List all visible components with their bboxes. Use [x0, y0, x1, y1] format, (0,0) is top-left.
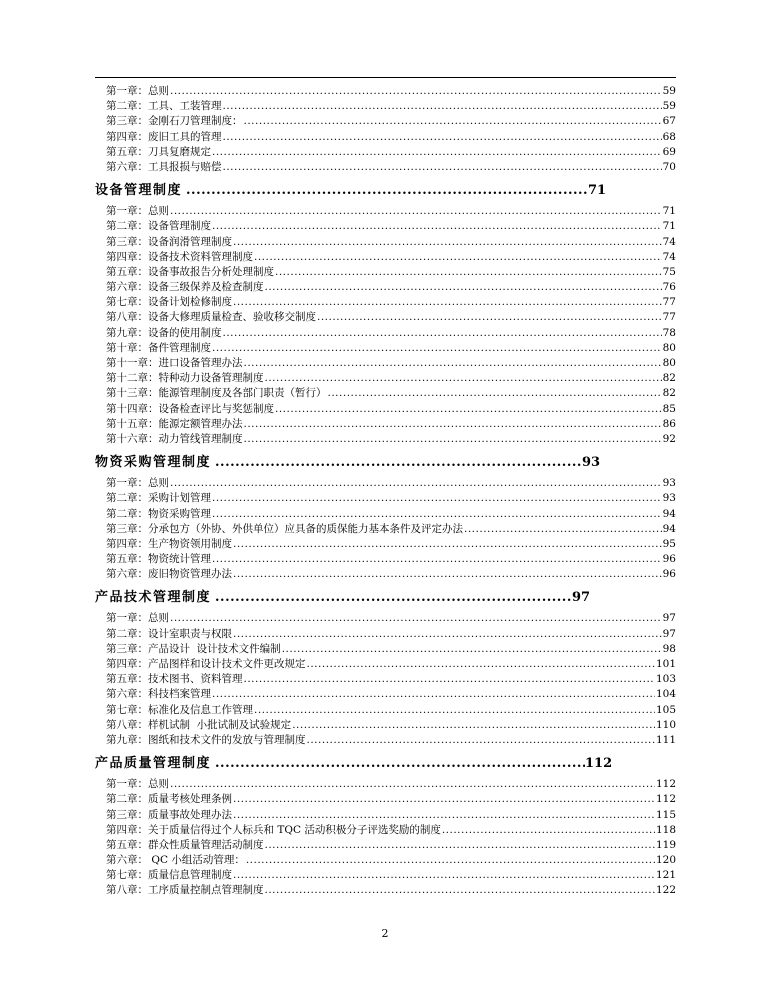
toc-entry[interactable] [95, 99, 676, 114]
toc-entry-label: 第五章：刀具复磨规定 [106, 145, 211, 158]
toc-entry-page: 120 [655, 854, 676, 867]
toc-entry-label: 第七章：标准化及信息工作管理 [106, 703, 253, 716]
toc-entry-page: 76 [662, 281, 676, 294]
toc-entry-label: 第六章：设备三级保养及检查制度 [106, 281, 264, 294]
toc-entry[interactable] [95, 718, 676, 733]
toc-entry[interactable] [95, 402, 676, 417]
dot-leader [244, 417, 662, 432]
page-number: 2 [381, 927, 389, 940]
toc-entry-label: 第七章：质量信息管理制度 [106, 869, 232, 882]
toc-entry-label: 第四章：产品图样和设计技术文件更改规定 [106, 658, 306, 670]
dot-leader [265, 280, 662, 295]
toc-entry-label: 第一章：总则 [106, 85, 169, 97]
toc-entry-page: 77 [662, 296, 676, 309]
toc-entry-page: 71 [662, 220, 676, 233]
toc-entry-label: 第二章：物资采购管理 [106, 507, 211, 520]
toc-entry-page: 74 [662, 235, 676, 248]
header-rule [95, 77, 676, 78]
dot-leader [244, 672, 655, 687]
toc-entry-label: 第五章：群众性质量管理活动制度 [106, 838, 264, 851]
toc-entry[interactable] [95, 265, 676, 280]
toc-entry-label: 第六章：工具报损与赔偿 [106, 160, 222, 173]
dot-leader [265, 838, 655, 853]
toc-entry-page: 86 [662, 417, 676, 430]
toc-entry[interactable] [95, 838, 676, 853]
dot-leader [233, 627, 662, 642]
dot-leader [212, 219, 662, 234]
toc-entry-page: 118 [655, 823, 676, 836]
section-title: 物资采购管理制度 [95, 455, 212, 471]
toc-entry-page: 111 [655, 733, 676, 746]
dot-leader [223, 160, 662, 175]
dot-leader [212, 341, 662, 356]
toc-entry-label: 第二章：设备管理制度 [106, 220, 211, 233]
toc-entry-page: 68 [662, 130, 676, 143]
toc-entry-label: 第十四章：设备检查评比与奖惩制度 [106, 402, 274, 415]
toc-entry[interactable] [95, 703, 676, 718]
toc-entry[interactable] [95, 432, 676, 447]
toc-entry-label: 第十三章：能源管理制度及各部门职责（暂行） [106, 387, 327, 400]
toc-entry-page: 70 [662, 160, 676, 173]
dot-leader [246, 853, 655, 868]
toc-entry[interactable] [95, 868, 676, 883]
section-page-number: 71 [588, 183, 607, 199]
section-page-number: 93 [582, 455, 601, 471]
dot-leader [265, 371, 662, 386]
toc-entry-label: 第五章：设备事故报告分析处理制度 [106, 265, 274, 278]
toc-entry[interactable] [95, 371, 676, 386]
toc-entry[interactable] [95, 295, 676, 310]
toc-entry-page: 122 [655, 884, 676, 897]
dot-leader [317, 310, 662, 325]
toc-entry-label: 第三章：金刚石刀管理制度： [106, 115, 243, 128]
toc-entry-label: 第三章：分承包方（外协、外供单位）应具备的质保能力基本条件及评定办法 [106, 522, 463, 535]
toc-entry-page: 82 [662, 372, 676, 385]
dot-leader [170, 476, 662, 491]
dot-leader [233, 567, 662, 582]
dot-leader [212, 145, 662, 160]
toc-entry-page: 74 [662, 250, 676, 263]
toc-entry-page: 59 [662, 85, 676, 97]
toc-entry-page: 59 [662, 100, 676, 113]
dot-leader [233, 295, 662, 310]
toc-entry-page: 75 [662, 265, 676, 278]
toc-entry[interactable] [95, 687, 676, 702]
toc-entry[interactable] [95, 280, 676, 295]
toc-entry-label: 第十章：备件管理制度 [106, 341, 211, 354]
section-title: 产品技术管理制度 [95, 590, 212, 606]
toc-entry[interactable] [95, 204, 676, 219]
toc-entry-label: 第八章：工序质量控制点管理制度 [106, 884, 264, 897]
toc-entry-label: 第四章：设备技术资料管理制度 [106, 250, 253, 263]
toc-entry-label: 第四章：关于质量信得过个人标兵和 TQC 活动积极分子评选奖励的制度 [106, 823, 441, 836]
dot-leader [212, 552, 662, 567]
toc-entry-label: 第八章：样机试制 小批试制及试验规定 [106, 718, 292, 731]
toc-entry-page: 94 [662, 507, 676, 520]
toc-entry[interactable] [95, 130, 676, 145]
section-title: 设备管理制度 [95, 183, 183, 199]
section-heading[interactable] [95, 177, 676, 204]
toc-entry[interactable] [95, 733, 676, 748]
dot-leader [233, 808, 655, 823]
dot-leader [254, 250, 662, 265]
toc-entry-page: 96 [662, 568, 676, 581]
toc-entry-label: 第二章：质量考核处理条例 [106, 793, 232, 806]
toc-entry[interactable] [95, 627, 676, 642]
toc-entry-label: 第六章：科技档案管理 [106, 688, 211, 701]
toc-entry-page: 110 [655, 718, 676, 731]
toc-entry[interactable] [95, 853, 676, 868]
section-heading[interactable] [95, 584, 676, 611]
toc-entry[interactable] [95, 507, 676, 522]
dot-leader [223, 326, 662, 341]
toc-entry-page: 98 [662, 642, 676, 655]
toc-entry-page: 112 [655, 778, 676, 791]
toc-entry[interactable] [95, 823, 676, 838]
section-title: 产品质量管理制度 [95, 756, 212, 772]
dot-leader [307, 733, 655, 748]
dot-leader [212, 507, 662, 522]
toc-entry-label: 第十二章：特种动力设备管理制度 [106, 372, 264, 385]
toc-entry[interactable] [95, 567, 676, 582]
toc-entry-page: 97 [662, 612, 676, 625]
toc-entry-page: 96 [662, 553, 676, 566]
toc-entry-label: 第十六章：动力管线管理制度 [106, 432, 243, 445]
toc-entry-page: 103 [655, 673, 676, 686]
toc-entry-label: 第十五章：能源定额管理办法 [106, 417, 243, 430]
dot-leader [254, 703, 655, 718]
toc-entry-label: 第六章： QC 小组活动管理： [106, 854, 245, 867]
table-of-contents [95, 84, 676, 899]
toc-entry-label: 第五章：物资统计管理 [106, 553, 211, 566]
dot-leader [215, 449, 582, 476]
toc-entry[interactable] [95, 145, 676, 160]
toc-entry-page: 77 [662, 311, 676, 324]
toc-entry-label: 第二章：工具、工装管理 [106, 100, 222, 113]
toc-entry[interactable] [95, 250, 676, 265]
toc-entry[interactable] [95, 777, 676, 792]
toc-entry-label: 第三章：设备润滑管理制度 [106, 235, 232, 248]
dot-leader [275, 402, 662, 417]
section-page-number: 112 [585, 756, 613, 772]
toc-entry-label: 第七章：设备计划检修制度 [106, 296, 232, 309]
dot-leader [233, 868, 655, 883]
dot-leader [244, 432, 662, 447]
dot-leader [275, 265, 662, 280]
toc-entry-page: 85 [662, 402, 676, 415]
dot-leader [292, 718, 655, 733]
toc-entry-label: 第五章：技术图书、资料管理 [106, 673, 243, 686]
toc-entry-page: 105 [655, 703, 676, 716]
dot-leader [244, 356, 662, 371]
toc-entry-label: 第一章：总则 [106, 477, 169, 490]
toc-entry[interactable] [95, 552, 676, 567]
toc-entry[interactable] [95, 235, 676, 250]
dot-leader [233, 235, 662, 250]
dot-leader [170, 84, 662, 99]
toc-entry-page: 112 [655, 793, 676, 806]
toc-entry-page: 119 [655, 838, 676, 851]
toc-entry[interactable] [95, 611, 676, 626]
toc-entry[interactable] [95, 657, 676, 672]
section-heading[interactable] [95, 449, 676, 476]
toc-entry[interactable] [95, 310, 676, 325]
toc-entry-page: 101 [655, 658, 676, 670]
toc-entry[interactable] [95, 522, 676, 537]
toc-entry-page: 115 [655, 808, 676, 821]
toc-entry-label: 第六章：废旧物资管理办法 [106, 568, 232, 581]
toc-entry-page: 104 [655, 688, 676, 701]
dot-leader [170, 777, 655, 792]
toc-entry-label: 第一章：总则 [106, 205, 169, 218]
toc-entry[interactable] [95, 672, 676, 687]
toc-entry[interactable] [95, 356, 676, 371]
toc-entry[interactable] [95, 476, 676, 491]
dot-leader [215, 750, 585, 777]
dot-leader [170, 611, 662, 626]
toc-entry[interactable] [95, 114, 676, 129]
toc-entry-page: 93 [662, 492, 676, 505]
dot-leader [442, 823, 655, 838]
toc-entry-label: 第九章：图纸和技术文件的发放与管理制度 [106, 733, 306, 746]
toc-entry-page: 97 [662, 627, 676, 640]
toc-entry-page: 80 [662, 341, 676, 354]
toc-entry-page: 121 [655, 869, 676, 882]
dot-leader [233, 792, 655, 807]
toc-entry-page: 92 [662, 432, 676, 445]
toc-entry-page: 71 [662, 205, 676, 218]
dot-leader [328, 386, 662, 401]
toc-entry-page: 93 [662, 477, 676, 490]
dot-leader [265, 883, 655, 898]
toc-entry-label: 第四章：废旧工具的管理 [106, 130, 222, 143]
section-heading[interactable] [95, 750, 676, 777]
toc-entry-label: 第二章：设计室职责与权限 [106, 627, 232, 640]
dot-leader [244, 114, 662, 129]
toc-entry[interactable] [95, 326, 676, 341]
toc-entry[interactable] [95, 537, 676, 552]
dot-leader [307, 657, 655, 672]
dot-leader [186, 177, 588, 204]
toc-entry[interactable] [95, 808, 676, 823]
toc-entry-page: 94 [662, 522, 676, 535]
toc-entry[interactable] [95, 386, 676, 401]
toc-entry-label: 第三章：产品设计 设计技术文件编制 [106, 642, 281, 655]
toc-entry[interactable] [95, 160, 676, 175]
toc-entry-label: 第八章：设备大修理质量检查、验收移交制度 [106, 311, 316, 324]
toc-entry[interactable] [95, 341, 676, 356]
toc-entry-label: 第一章：总则 [106, 612, 169, 625]
dot-leader [282, 642, 662, 657]
dot-leader [464, 522, 662, 537]
toc-entry[interactable] [95, 883, 676, 898]
toc-entry[interactable] [95, 491, 676, 506]
toc-entry-page: 95 [662, 537, 676, 550]
toc-entry-label: 第三章：质量事故处理办法 [106, 808, 232, 821]
dot-leader [223, 99, 662, 114]
toc-entry-label: 第二章：采购计划管理 [106, 492, 211, 505]
toc-entry-page: 78 [662, 326, 676, 339]
toc-entry-label: 第一章：总则 [106, 778, 169, 791]
dot-leader [170, 204, 662, 219]
dot-leader [215, 584, 572, 611]
toc-entry-page: 69 [662, 145, 676, 158]
toc-entry[interactable] [95, 417, 676, 432]
dot-leader [223, 130, 662, 145]
toc-entry[interactable] [95, 792, 676, 807]
toc-entry-page: 67 [662, 115, 676, 128]
section-page-number: 97 [572, 590, 591, 606]
toc-entry-label: 第十一章：进口设备管理办法 [106, 357, 243, 369]
toc-entry[interactable] [95, 219, 676, 234]
toc-entry-page: 82 [662, 387, 676, 400]
toc-entry-page: 80 [662, 357, 676, 369]
toc-entry[interactable] [95, 84, 676, 99]
toc-entry-label: 第九章：设备的使用制度 [106, 326, 222, 339]
dot-leader [212, 687, 655, 702]
dot-leader [212, 491, 662, 506]
dot-leader [233, 537, 662, 552]
toc-entry[interactable] [95, 642, 676, 657]
toc-entry-label: 第四章：生产物资领用制度 [106, 537, 232, 550]
